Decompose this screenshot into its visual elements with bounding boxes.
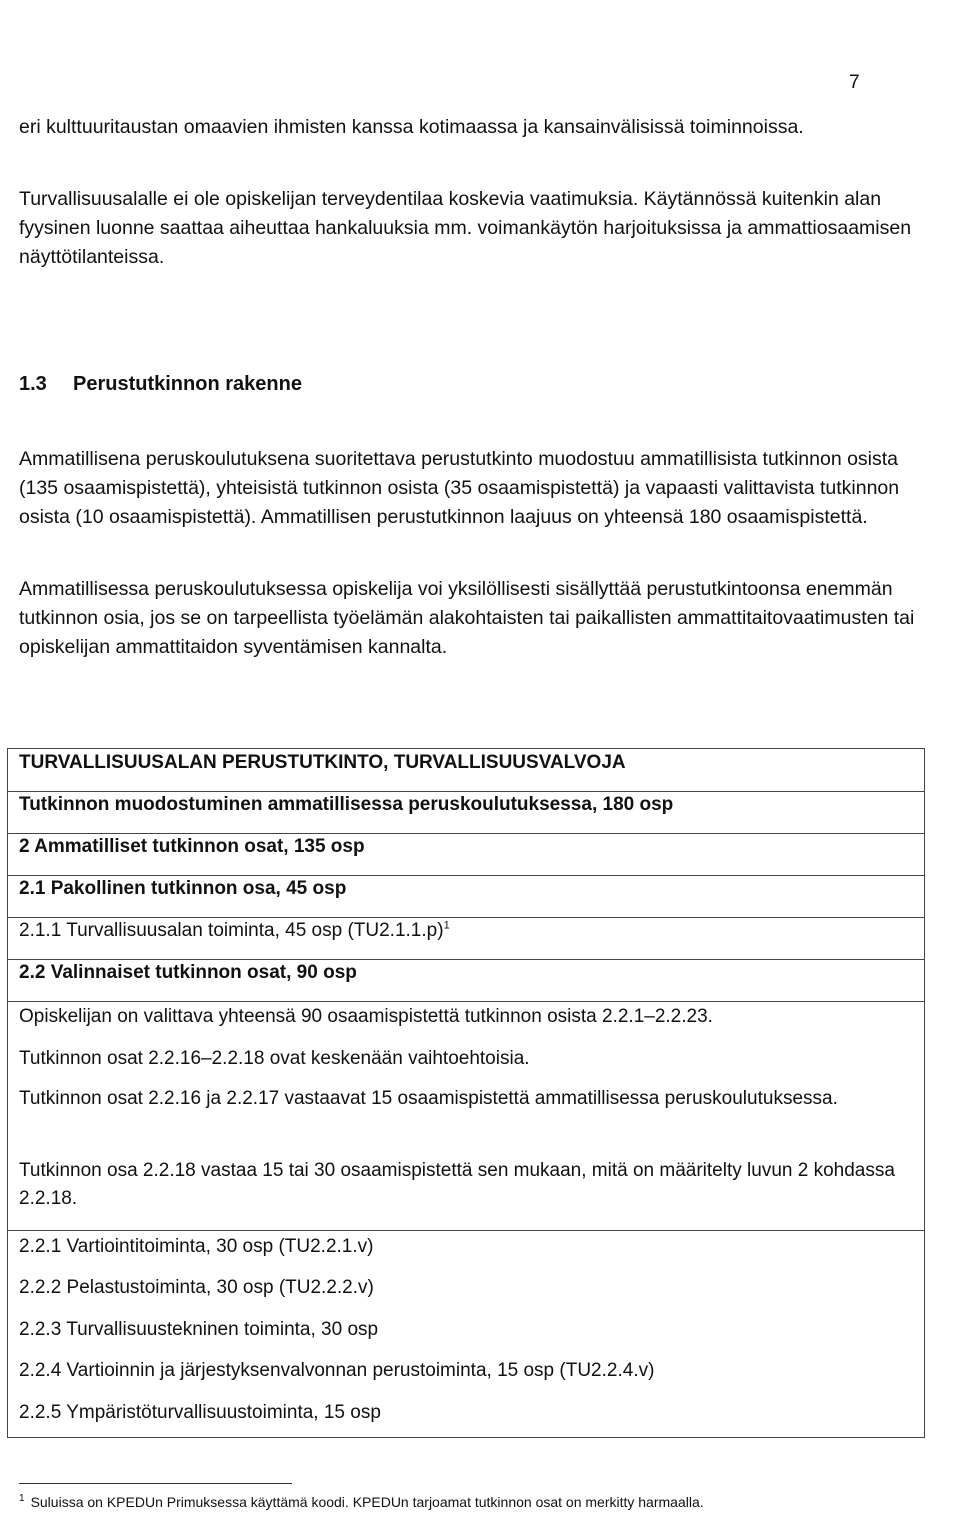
table-item-2-2-3: 2.2.3 Turvallisuustekninen toiminta, 30 osp bbox=[19, 1319, 379, 1340]
section-heading bbox=[19, 373, 302, 396]
intro-paragraph-1: eri kulttuuritaustan omaavien ihmisten kanssa kotimaassa ja kansainvälisissä toiminnoissa. bbox=[19, 116, 804, 138]
table-item-2-2-2: 2.2.2 Pelastustoiminta, 30 osp (TU2.2.2.v) bbox=[19, 1277, 374, 1298]
table-optional-row: 2.2 Valinnaiset tutkinnon osat, 90 osp bbox=[19, 962, 357, 983]
table-vocational-row: 2 Ammatilliset tutkinnon osat, 135 osp bbox=[19, 836, 365, 857]
table-item-2-2-1: 2.2.1 Vartiointitoiminta, 30 osp (TU2.2.1.v) bbox=[19, 1236, 374, 1257]
footnote-marker: 1 bbox=[19, 1493, 25, 1505]
mandatory-item-text: 2.1.1 Turvallisuusalan toiminta, 45 osp (TU2.1.1.p) bbox=[19, 920, 444, 941]
table-note-4: Tutkinnon osa 2.2.18 vastaa 15 tai 30 osaamispistettä sen mukaan, mitä on määritelty luvun 2 kohdassa 2.2.18. bbox=[19, 1160, 895, 1209]
section-title: Perustutkinnon rakenne bbox=[73, 373, 302, 395]
footnote-text: Suluissa on KPEDUn Primuksessa käyttämä koodi. KPEDUn tarjoamat tutkinnon osat on merkitty harmaalla. bbox=[30, 1494, 704, 1510]
table-item-2-2-4: 2.2.4 Vartioinnin ja järjestyksenvalvonnan perustoiminta, 15 osp (TU2.2.4.v) bbox=[19, 1360, 655, 1381]
page-number: 7 bbox=[849, 72, 860, 93]
footnote-divider bbox=[19, 1483, 292, 1484]
section-paragraph-1: Ammatillisena peruskoulutuksena suoritettava perustutkinto muodostuu ammatillisista tutkinnon osista (135 osaamispistettä), yhteisistä tutkinnon osista (35 osaamispistettä) ja vapaasti valittavista tutkinnon osista (10 osaamispistettä). Ammatillisen perustutkinnon laajuus on yhteensä 180 osaamispistettä. bbox=[19, 448, 900, 528]
intro-paragraph-2: Turvallisuusalalle ei ole opiskelijan terveydentilaa koskevia vaatimuksia. Käytännössä kuitenkin alan fyysinen luonne saattaa aiheuttaa hankaluuksia mm. voimankäytön harjoituksissa ja ammattiosaamisen näyttötilanteissa. bbox=[19, 188, 912, 268]
section-paragraph-2: Ammatillisessa peruskoulutuksessa opiskelija voi yksilöllisesti sisällyttää perustutkintoonsa enemmän tutkinnon osia, jos se on tarpeellista työelämän alakohtaisten tai paikallisten ammattitaitovaatimusten tai opiskelijan ammattitaidon syventämisen kannalta. bbox=[19, 578, 915, 658]
section-number: 1.3 bbox=[19, 373, 47, 395]
table-mandatory-row: 2.1 Pakollinen tutkinnon osa, 45 osp bbox=[19, 878, 347, 899]
table-mandatory-item-row bbox=[8, 917, 924, 945]
table-note-1: Opiskelijan on valittava yhteensä 90 osaamispistettä tutkinnon osista 2.2.1–2.2.23. bbox=[19, 1006, 713, 1027]
table-title: TURVALLISUUSALAN PERUSTUTKINTO, TURVALLISUUSVALVOJA bbox=[19, 752, 626, 773]
footnote-ref: 1 bbox=[443, 919, 450, 932]
table-note-3: Tutkinnon osat 2.2.16 ja 2.2.17 vastaavat 15 osaamispistettä ammatillisessa peruskoulutuksessa. bbox=[19, 1088, 838, 1109]
table-composition-row: Tutkinnon muodostuminen ammatillisessa peruskoulutuksessa, 180 osp bbox=[19, 794, 674, 815]
footnote bbox=[19, 1494, 704, 1510]
qualification-structure-table bbox=[7, 748, 925, 1438]
table-note-2: Tutkinnon osat 2.2.16–2.2.18 ovat keskenään vaihtoehtoisia. bbox=[19, 1048, 530, 1069]
table-item-2-2-5: 2.2.5 Ympäristöturvallisuustoiminta, 15 osp bbox=[19, 1402, 381, 1423]
